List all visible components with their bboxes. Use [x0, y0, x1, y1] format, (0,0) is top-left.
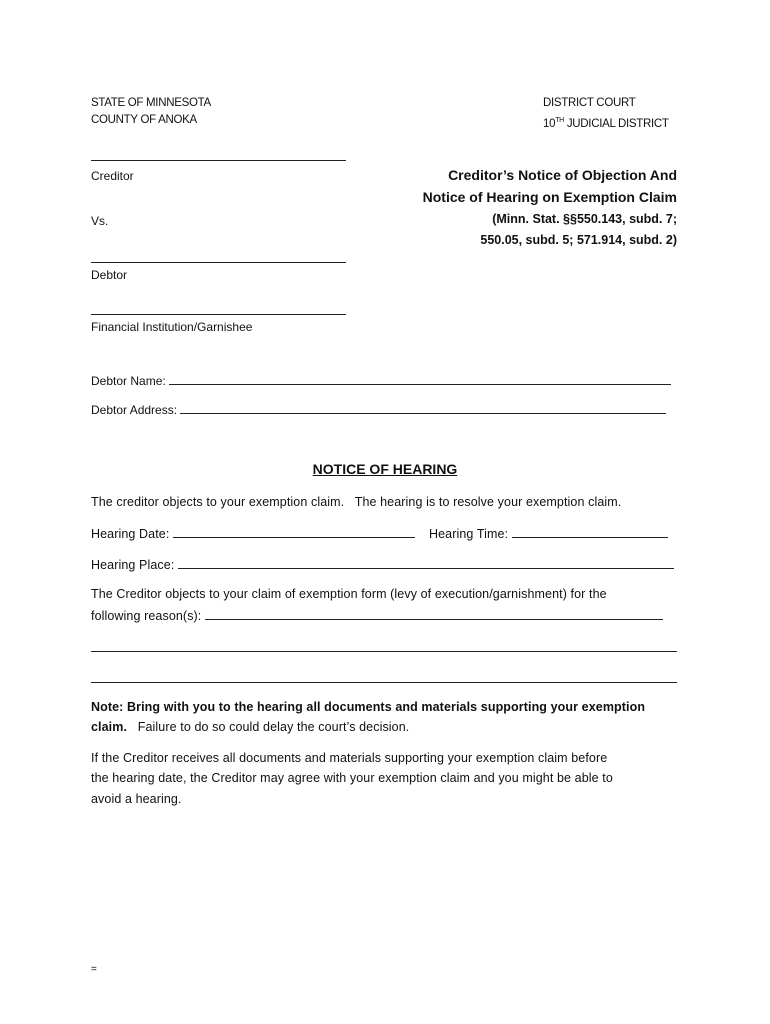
reason-field[interactable]: [205, 607, 663, 620]
state-label: STATE OF MINNESOTA: [91, 97, 211, 109]
hearing-time-field[interactable]: [512, 525, 668, 538]
statute-citation-line2: 550.05, subd. 5; 571.914, subd. 2): [480, 233, 677, 247]
hearing-place-row: [91, 556, 674, 572]
debtor-name-label: Debtor Name:: [91, 374, 166, 388]
district-label: [543, 112, 669, 133]
notice-intro: The creditor objects to your exemption claim. The hearing is to resolve your exemption claim.: [91, 495, 622, 509]
closing-line1: If the Creditor receives all documents and materials supporting your exemption claim before: [91, 751, 608, 765]
creditor-line[interactable]: [91, 160, 346, 161]
hearing-date-row: [91, 525, 415, 541]
closing-line2: the hearing date, the Creditor may agree with your exemption claim and you might be able to: [91, 771, 613, 785]
court-label: DISTRICT COURT: [543, 97, 636, 109]
hearing-place-field[interactable]: [178, 556, 674, 569]
notice-heading: NOTICE OF HEARING: [312, 461, 458, 477]
garnishee-label: Financial Institution/Garnishee: [91, 320, 253, 334]
hearing-time-label: Hearing Time:: [429, 527, 509, 541]
reason-label: following reason(s):: [91, 609, 202, 623]
county-label: COUNTY OF ANOKA: [91, 114, 197, 126]
garnishee-line[interactable]: [91, 314, 346, 315]
debtor-line[interactable]: [91, 262, 346, 263]
district-text: JUDICIAL DISTRICT: [563, 118, 669, 130]
debtor-address-label: Debtor Address:: [91, 403, 178, 417]
district-number: 10: [543, 118, 556, 130]
document-title-line2: Notice of Hearing on Exemption Claim: [422, 189, 677, 205]
hearing-date-field[interactable]: [173, 525, 415, 538]
district-ordinal: TH: [555, 117, 564, 124]
reason-row: [91, 607, 663, 623]
note-line2: [91, 720, 409, 734]
hearing-place-label: Hearing Place:: [91, 558, 175, 572]
hearing-time-row: [429, 525, 668, 541]
reason-line-2[interactable]: [91, 651, 677, 652]
statute-citation-line1: (Minn. Stat. §§550.143, subd. 7;: [492, 212, 677, 226]
debtor-address-field[interactable]: [180, 401, 666, 414]
creditor-label: Creditor: [91, 169, 134, 183]
debtor-label: Debtor: [91, 268, 128, 282]
hearing-date-label: Hearing Date:: [91, 527, 170, 541]
debtor-name-row: [91, 372, 677, 388]
vs-label: Vs.: [91, 214, 109, 228]
debtor-name-field[interactable]: [169, 372, 671, 385]
note-warning: Failure to do so could delay the court’s decision.: [127, 720, 410, 734]
closing-line3: avoid a hearing.: [91, 792, 182, 806]
note-line1: Note: Bring with you to the hearing all documents and materials supporting your exemption: [91, 700, 646, 714]
footer-mark: =: [91, 964, 97, 975]
note-claim-word: claim.: [91, 720, 128, 734]
document-title-line1: Creditor’s Notice of Objection And: [448, 167, 677, 183]
debtor-address-row: [91, 401, 677, 417]
reason-text-line1: The Creditor objects to your claim of exemption form (levy of execution/garnishment) for the: [91, 587, 607, 601]
reason-line-3[interactable]: [91, 682, 677, 683]
